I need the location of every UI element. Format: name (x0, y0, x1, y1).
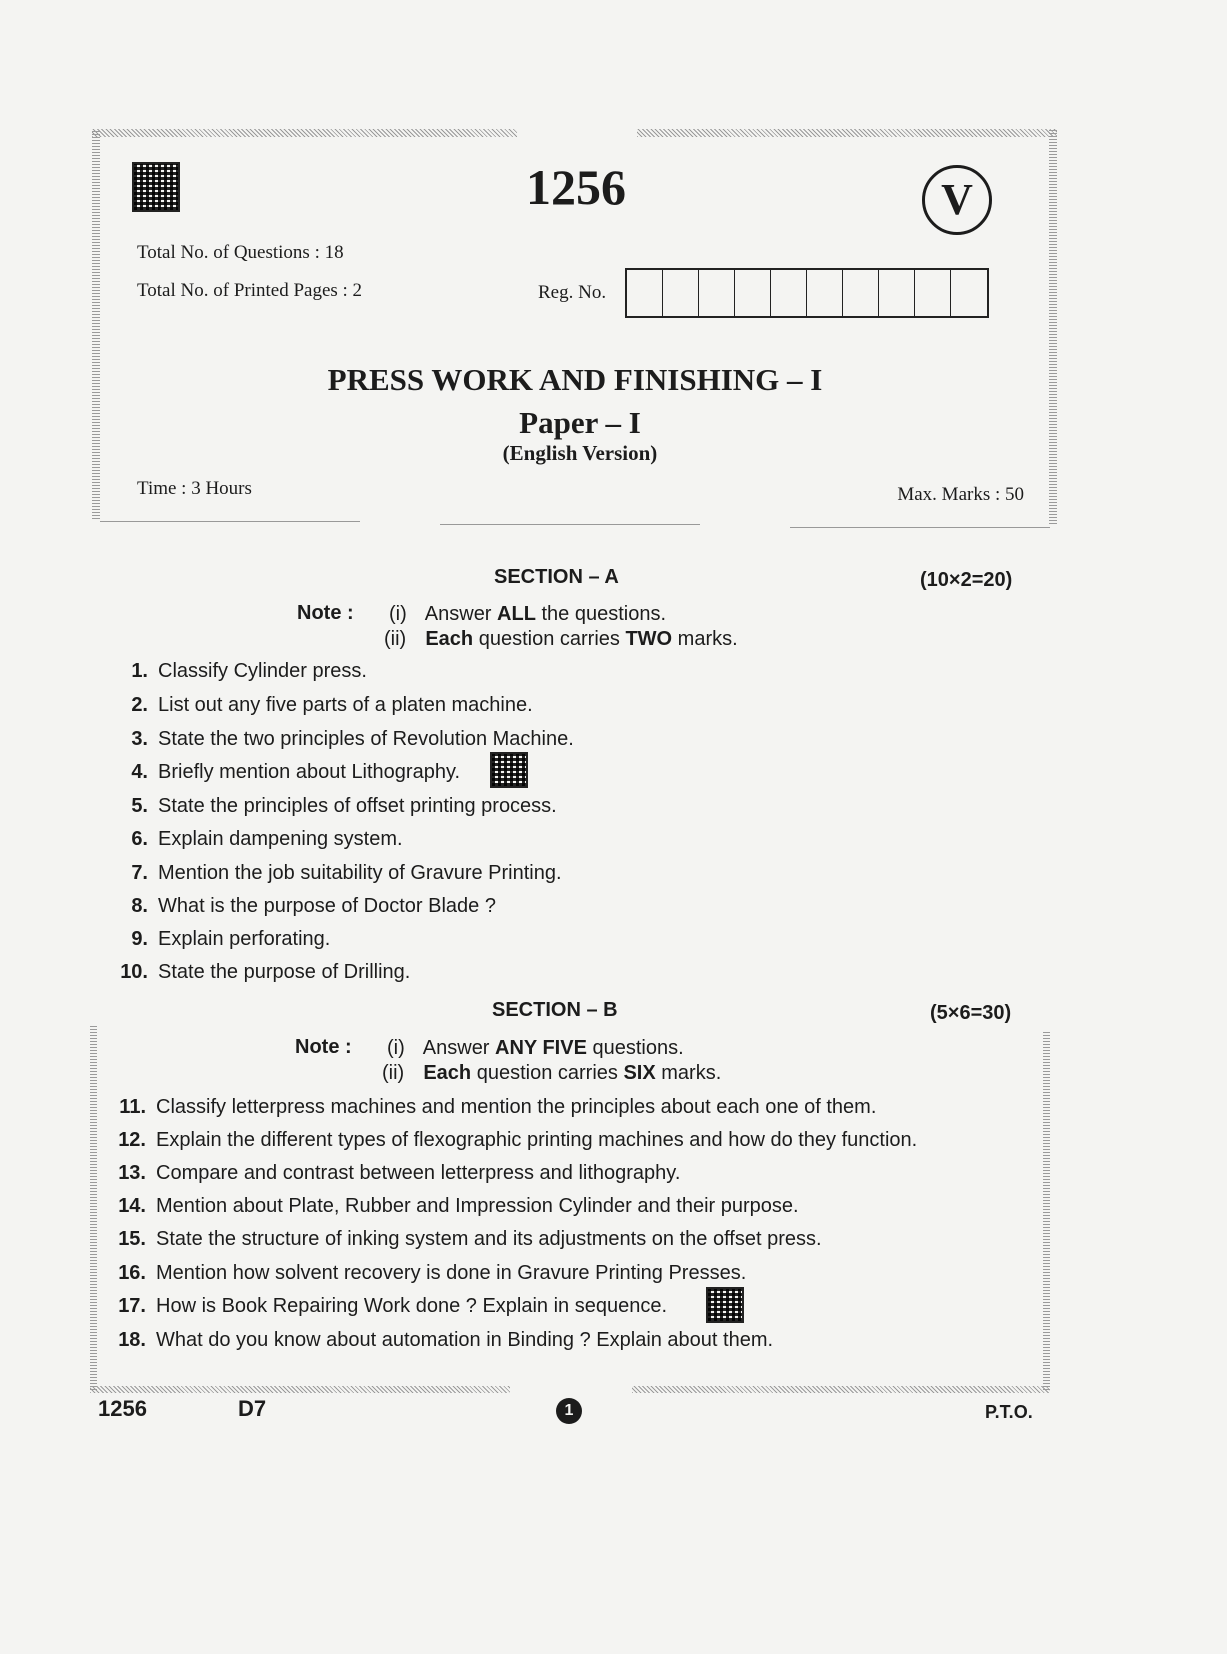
footer-code: 1256 (98, 1396, 147, 1421)
reg-no-cell[interactable] (663, 270, 699, 316)
reg-no-cell[interactable] (699, 270, 735, 316)
note-num: (i) (389, 603, 407, 625)
time-allowed: Time : 3 Hours (137, 478, 252, 499)
header-border-bottom-3 (790, 527, 1050, 528)
section-b-border-left (90, 1025, 97, 1390)
section-a-note-2 (384, 628, 738, 651)
question-number: 16. (118, 1262, 146, 1284)
paper-title: Paper – I (519, 405, 641, 440)
paper-code: 1256 (526, 159, 626, 215)
question-12 (110, 1129, 917, 1152)
reg-no-cell[interactable] (771, 270, 807, 316)
question-13 (110, 1162, 680, 1185)
header-border-bottom-2 (440, 524, 700, 525)
section-a-title: SECTION – A (494, 566, 619, 588)
reg-no-cell[interactable] (915, 270, 951, 316)
question-number: 17. (118, 1295, 146, 1317)
question-number: 18. (118, 1329, 146, 1351)
note-bold: ALL (497, 603, 536, 625)
question-number: 8. (131, 895, 148, 917)
max-marks: Max. Marks : 50 (897, 484, 1024, 505)
pto-label: P.T.O. (985, 1402, 1033, 1422)
question-9 (112, 928, 330, 951)
question-text: Explain perforating. (158, 928, 331, 950)
note-text: Answer (424, 603, 498, 625)
note-text: the questions. (535, 603, 667, 625)
section-b-border-right (1043, 1030, 1050, 1390)
total-pages: Total No. of Printed Pages : 2 (137, 280, 363, 301)
section-a-note (297, 602, 354, 625)
question-text: Mention about Plate, Rubber and Impression Cylinder and their purpose. (156, 1195, 799, 1217)
header-border-top-left (92, 129, 517, 137)
note-text: questions. (586, 1037, 684, 1059)
question-number: 13. (118, 1162, 146, 1184)
reg-no-cell[interactable] (735, 270, 771, 316)
question-18 (110, 1329, 773, 1352)
question-text: Explain dampening system. (158, 828, 403, 850)
question-text: State the purpose of Drilling. (158, 961, 411, 983)
note-num: (ii) (384, 628, 407, 650)
question-text: State the principles of offset printing process. (158, 795, 557, 817)
note-num: (i) (387, 1037, 405, 1059)
reg-no-cell[interactable] (879, 270, 915, 316)
header-border-bottom-1 (100, 521, 360, 522)
subject-title: PRESS WORK AND FINISHING – I (327, 362, 823, 397)
reg-no-label: Reg. No. (538, 282, 607, 303)
question-3 (112, 728, 574, 751)
section-b-note (295, 1036, 352, 1059)
note-text: marks. (672, 628, 738, 650)
section-b-title: SECTION – B (492, 999, 618, 1021)
language-version: (English Version) (502, 441, 658, 465)
question-4 (112, 761, 460, 784)
reg-no-cell[interactable] (951, 270, 987, 316)
question-10 (112, 961, 410, 984)
question-number: 1. (131, 660, 148, 682)
question-number: 14. (118, 1195, 146, 1217)
question-number: 9. (131, 928, 148, 950)
qr-code-icon (490, 752, 528, 788)
page-number: 1 (556, 1398, 582, 1424)
question-number: 12. (118, 1129, 146, 1151)
question-number: 6. (131, 828, 148, 850)
section-b-border-bottom-right (632, 1386, 1050, 1393)
note-text: marks. (655, 1062, 722, 1084)
section-b-border-bottom-left (90, 1386, 510, 1393)
question-number: 15. (118, 1228, 146, 1250)
question-number: 2. (131, 694, 148, 716)
question-number: 10. (120, 961, 148, 983)
qr-code-icon (706, 1287, 744, 1323)
question-text: Classify Cylinder press. (158, 660, 367, 682)
reg-no-cell[interactable] (843, 270, 879, 316)
reg-no-boxes[interactable] (625, 268, 989, 318)
question-number: 5. (131, 795, 148, 817)
total-questions: Total No. of Questions : 18 (137, 242, 344, 263)
question-text: Mention how solvent recovery is done in Gravure Printing Presses. (156, 1262, 747, 1284)
footer-set: D7 (238, 1396, 267, 1421)
question-2 (112, 694, 533, 717)
reg-no-cell[interactable] (807, 270, 843, 316)
question-number: 11. (119, 1096, 146, 1118)
question-text: What is the purpose of Doctor Blade ? (158, 895, 496, 917)
question-text: State the two principles of Revolution Machine. (158, 728, 574, 750)
question-text: Classify letterpress machines and mention the principles about each one of them. (156, 1096, 877, 1118)
section-a-note-1 (389, 603, 666, 626)
note-label: Note : (297, 602, 354, 624)
question-11 (110, 1096, 876, 1119)
section-a-marks: (10×2=20) (920, 569, 1013, 591)
note-text: Answer (422, 1037, 496, 1059)
question-17 (110, 1295, 667, 1318)
section-b-note-1 (387, 1037, 684, 1060)
note-num: (ii) (382, 1062, 405, 1084)
section-b-note-2 (382, 1062, 721, 1085)
question-text: What do you know about automation in Binding ? Explain about them. (156, 1329, 774, 1351)
question-number: 7. (131, 862, 148, 884)
question-7 (112, 862, 562, 885)
note-bold: SIX (623, 1062, 656, 1084)
question-number: 4. (131, 761, 148, 783)
question-text: Compare and contrast between letterpress and lithography. (156, 1162, 681, 1184)
question-8 (112, 895, 496, 918)
question-text: Briefly mention about Lithography. (158, 761, 461, 783)
question-text: Explain the different types of flexographic printing machines and how do they function. (156, 1129, 918, 1151)
question-text: How is Book Repairing Work done ? Explain in sequence. (156, 1295, 668, 1317)
question-14 (110, 1195, 799, 1218)
question-1 (112, 660, 367, 683)
question-text: State the structure of inking system and its adjustments on the offset press. (156, 1228, 822, 1250)
version-mark: V (922, 165, 992, 235)
section-b-marks: (5×6=30) (930, 1002, 1012, 1024)
question-text: Mention the job suitability of Gravure Printing. (158, 862, 562, 884)
note-text: question carries (471, 1062, 624, 1084)
header-border-top-right (637, 129, 1057, 137)
note-label: Note : (295, 1036, 352, 1058)
barcode-icon (132, 162, 180, 212)
question-5 (112, 795, 557, 818)
question-6 (112, 828, 403, 851)
reg-no-cell[interactable] (627, 270, 663, 316)
question-15 (110, 1228, 822, 1251)
question-number: 3. (131, 728, 148, 750)
note-bold: Each (423, 1062, 472, 1084)
note-bold: TWO (625, 628, 673, 650)
note-text: question carries (473, 628, 626, 650)
note-bold: Each (425, 628, 474, 650)
question-16 (110, 1262, 746, 1285)
note-bold: ANY FIVE (495, 1037, 587, 1059)
question-text: List out any five parts of a platen machine. (158, 694, 533, 716)
